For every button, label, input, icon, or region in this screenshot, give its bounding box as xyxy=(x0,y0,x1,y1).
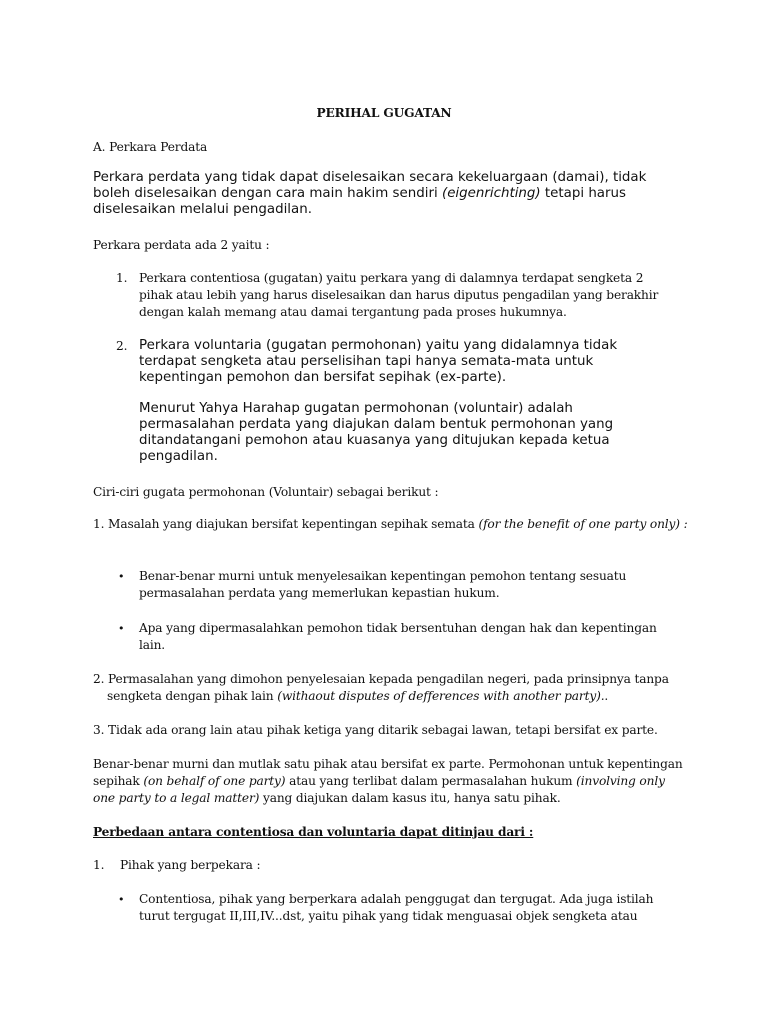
ciri-item-1 xyxy=(93,516,695,533)
murni-italic-1: (on behalf of one party) xyxy=(143,774,286,788)
document-title: PERIHAL GUGATAN xyxy=(316,106,452,120)
murni-paragraph xyxy=(93,756,685,807)
perbedaan-heading: Perbedaan antara contentiosa dan voluntaria dapat ditinjau dari : xyxy=(93,825,534,839)
murni-italic-2: (involving only one party to a legal matter) xyxy=(93,774,665,805)
ada-dua-paragraph: Perkara perdata ada 2 yaitu : xyxy=(93,238,270,252)
ciri-item-1-text: 1. Masalah yang diajukan bersifat kepentingan sepihak semata xyxy=(93,517,479,531)
ciri-item-2-text: 2. Permasalahan yang dimohon penyelesaian kepada pengadilan negeri, pada prinsipnya tanpa sengketa dengan pihak lain xyxy=(93,672,669,703)
bullet-text: Benar-benar murni untuk menyelesaikan kepentingan pemohon tentang sesuatu permasalahan perdata yang memerlukan kepastian hukum. xyxy=(139,569,627,600)
murni-text-3: yang diajukan dalam kasus itu, hanya satu pihak. xyxy=(259,791,561,805)
bullet-text: Contentiosa, pihak yang berperkara adalah penggugat dan tergugat. Ada juga istilah turut tergugat II,III,IV...dst, yaitu pihak yang tidak menguasai objek sengketa atau xyxy=(139,892,654,923)
ciri-item-2-tail: . xyxy=(604,689,609,703)
intro-text-2: tetapi harus diselesaikan melalui pengadilan. xyxy=(93,186,626,217)
bullet-text: Apa yang dipermasalahkan pemohon tidak bersentuhan dengan hak dan kepentingan lain. xyxy=(139,621,657,652)
list-number: 1. xyxy=(116,271,128,285)
list-number: 2. xyxy=(116,339,128,353)
list-item-text: Perkara contentiosa (gugatan) yaitu perkara yang di dalamnya terdapat sengketa 2 pihak atau lebih yang harus diselesaikan dan harus diputus pengadilan yang berakhir dengan kalah memang atau damai tergantung pada proses hukumnya. xyxy=(139,271,659,319)
intro-paragraph xyxy=(93,170,678,218)
yahya-paragraph: Menurut Yahya Harahap gugatan permohonan (voluntair) adalah permasalahan perdata yang diajukan dalam bentuk permohonan yang ditandatangani pemohon atau kuasanya yang ditujukan kepada ketua pengadilan. xyxy=(139,401,614,464)
murni-text-1: Benar-benar murni dan mutlak satu pihak atau bersifat ex parte. Permohonan untuk kepentingan sepihak xyxy=(93,757,683,788)
bullet-icon: • xyxy=(118,893,125,906)
intro-text-1: Perkara perdata yang tidak dapat diselesaikan secara kekeluargaan (damai), tidak boleh diselesaikan dengan cara main hakim sendiri xyxy=(93,170,647,201)
list-item-text: Perkara voluntaria (gugatan permohonan) yaitu yang didalamnya tidak terdapat sengketa atau perselisihan tapi hanya semata-mata untuk kepentingan pemohon dan bersifat sepihak (ex-parte). xyxy=(139,338,618,385)
ciri-item-2-italic: (withaout disputes of defferences with another party). xyxy=(277,689,605,703)
ciri-item-3: 3. Tidak ada orang lain atau pihak ketiga yang ditarik sebagai lawan, tetapi bersifat ex parte. xyxy=(93,723,658,737)
bullet-icon: • xyxy=(118,622,125,635)
list-number: 1. xyxy=(93,858,105,872)
list-item-text: Pihak yang berpekara : xyxy=(120,858,261,872)
bullet-icon: • xyxy=(118,570,125,583)
ciri-item-1-italic: (for the benefit of one party only) : xyxy=(478,517,688,531)
intro-italic: (eigenrichting) xyxy=(441,186,541,201)
murni-text-2: atau yang terlibat dalam permasalahan hukum xyxy=(285,774,577,788)
ciri-item-2 xyxy=(93,671,697,705)
section-heading: A. Perkara Perdata xyxy=(93,140,208,154)
ciri-paragraph: Ciri-ciri gugata permohonan (Voluntair) sebagai berikut : xyxy=(93,485,439,499)
